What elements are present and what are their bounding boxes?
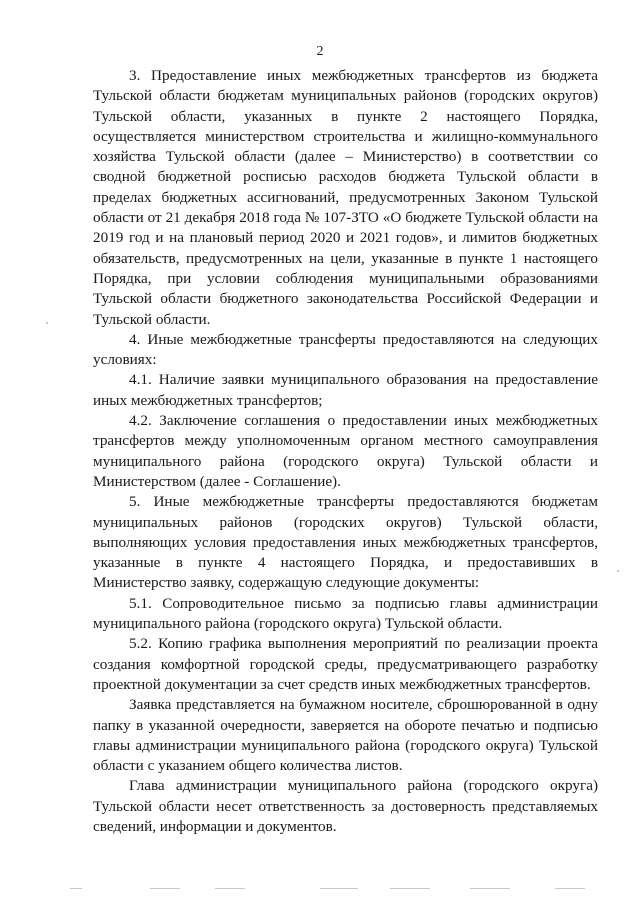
- scan-mark: [555, 888, 585, 889]
- paragraph-3: 3. Предоставление иных межбюджетных трансфертов из бюджета Тульской области бюджетам муниципальных районов (городских округов) Тульской области, указанных в пункте 2 настоящего Порядка, осуществляется министерством строительства и жилищно-коммунального хозяйства Тульской области (далее – Министерство) в соответствии со сводной бюджетной росписью расходов бюджета Тульской области в пределах бюджетных ассигнований, предусмотренных Законом Тульской области от 21 декабря 2018 года № 107-ЗТО «О бюджете Тульской области на 2019 год и на плановый период 2020 и 2021 годов», и лимитов бюджетных обязательств, предусмотренных на цели, указанные в пункте 1 настоящего Порядка, при условии соблюдения муниципальными образованиями Тульской области бюджетного законодательства Российской Федерации и Тульской области.: [93, 67, 598, 328]
- paragraph-5-1: 5.1. Сопроводительное письмо за подписью главы администрации муниципального района (городского округа) Тульской области.: [93, 594, 598, 633]
- scan-mark: [390, 888, 430, 889]
- scan-mark: [320, 888, 358, 889]
- scan-mark: [150, 888, 180, 889]
- scan-mark: [470, 888, 510, 889]
- paragraph-5-2: 5.2. Копию графика выполнения мероприятий по реализации проекта создания комфортной городской среды, предусматривающего разработку проектной документации за счет средств иных межбюджетных трансфертов.: [93, 635, 598, 693]
- paragraph-5: 5. Иные межбюджетные трансферты предоставляются бюджетам муниципальных районов (городских округов) Тульской области, выполняющих условия предоставления иных межбюджетных трансфертов, указанные в пункте 4 настоящего Порядка, и предоставивших в Министерство заявку, содержащую следующие документы:: [93, 493, 598, 592]
- paragraph-responsibility: Глава администрации муниципального района (городского округа) Тульской области несет ответственность за достоверность представляемых сведений, информации и документов.: [93, 777, 598, 835]
- document-body: [93, 66, 598, 837]
- paragraph-4-2: 4.2. Заключение соглашения о предоставлении иных межбюджетных трансфертов между уполномоченным органом местного самоуправления муниципального района (городского округа) Тульской области и Министерством (далее - Соглашение).: [93, 412, 598, 490]
- page-number: 2: [316, 44, 324, 59]
- scan-mark: [617, 570, 619, 572]
- paragraph-application: Заявка представляется на бумажном носителе, сброшюрованной в одну папку в указанной очередности, заверяется на обороте печатью и подписью главы администрации муниципального района (городского округа) Тульской области с указанием общего количества листов.: [93, 696, 598, 775]
- scan-mark: [215, 888, 245, 889]
- paragraph-4: 4. Иные межбюджетные трансферты предоставляются на следующих условиях:: [93, 330, 598, 369]
- scan-mark: [46, 322, 48, 324]
- paragraph-4-1: 4.1. Наличие заявки муниципального образования на предоставление иных межбюджетных трансфертов;: [93, 371, 598, 409]
- scan-mark: [70, 888, 82, 889]
